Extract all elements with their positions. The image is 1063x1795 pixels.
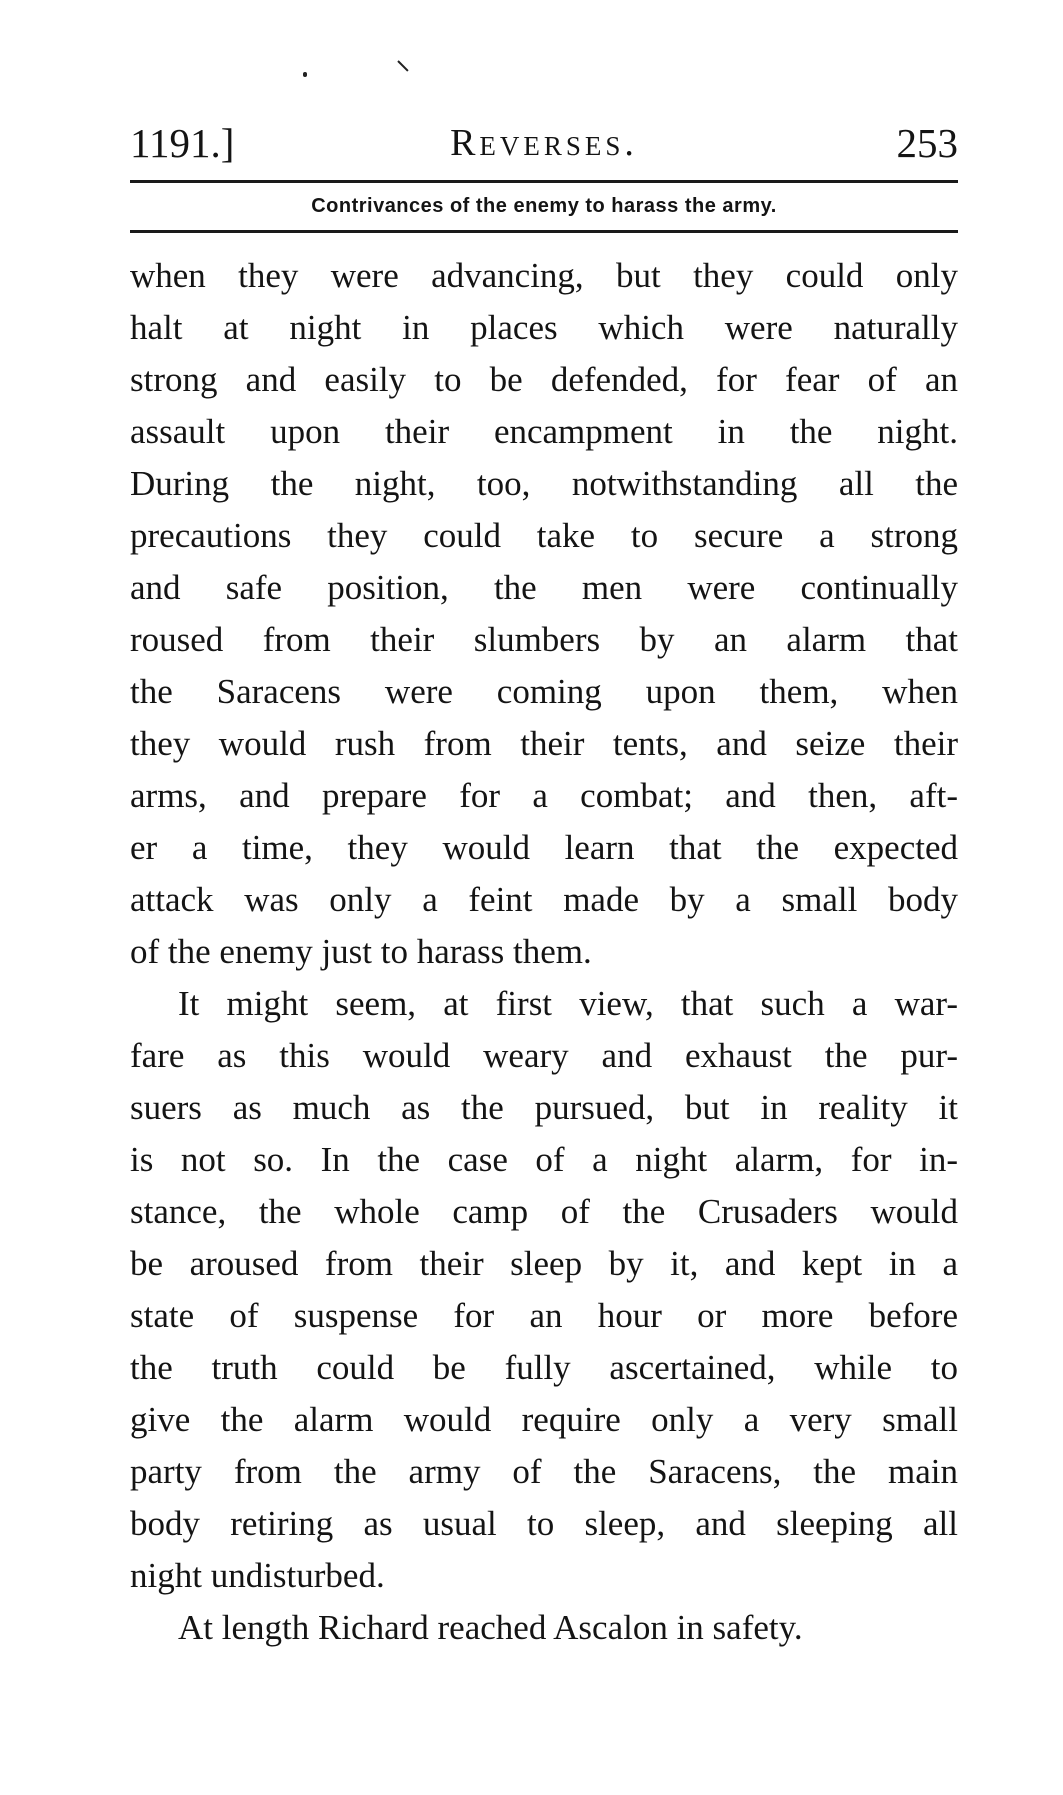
text-line: give the alarm would require only a very small [130,1400,958,1439]
ink-speck [303,72,307,77]
text-line: precautions they could take to secure a strong [130,516,958,555]
text-line: suers as much as the pursued, but in reality it [130,1088,958,1127]
text-line: and safe position, the men were continually [130,568,958,607]
text-line: of the enemy just to harass them. [130,932,592,971]
chapter-title: Reverses. [450,122,638,164]
text-line: party from the army of the Saracens, the main [130,1452,958,1491]
text-line: is not so. In the case of a night alarm, for in- [130,1140,958,1179]
page-number: 253 [896,120,958,166]
section-caption: Contrivances of the enemy to harass the army. [311,195,777,217]
text-line: body retiring as usual to sleep, and sleeping all [130,1504,958,1543]
text-line: er a time, they would learn that the expected [130,828,958,867]
header-rule-bottom [130,230,958,233]
text-line: attack was only a feint made by a small body [130,880,958,919]
text-line: halt at night in places which were naturally [130,308,958,347]
text-line: state of suspense for an hour or more before [130,1296,958,1335]
text-line: arms, and prepare for a combat; and then, aft- [130,776,958,815]
text-line: It might seem, at first view, that such a war- [178,984,958,1023]
running-header [130,118,958,168]
text-line: During the night, too, notwithstanding all the [130,464,958,503]
text-line: be aroused from their sleep by it, and kept in a [130,1244,958,1283]
text-line: when they were advancing, but they could only [130,256,958,295]
text-line: At length Richard reached Ascalon in safety. [178,1608,803,1647]
text-line: they would rush from their tents, and seize their [130,724,958,763]
text-line: roused from their slumbers by an alarm that [130,620,958,659]
text-line: assault upon their encampment in the night. [130,412,958,451]
header-rule-top [130,180,958,183]
text-line: strong and easily to be defended, for fear of an [130,360,958,399]
text-line: the Saracens were coming upon them, when [130,672,958,711]
text-line: fare as this would weary and exhaust the pur- [130,1036,958,1075]
text-line: night undisturbed. [130,1556,385,1595]
text-line: the truth could be fully ascertained, while to [130,1348,958,1387]
text-line: stance, the whole camp of the Crusaders would [130,1192,958,1231]
body-text [130,250,958,1654]
header-year: 1191.] [130,120,235,166]
ink-mark [397,60,408,71]
